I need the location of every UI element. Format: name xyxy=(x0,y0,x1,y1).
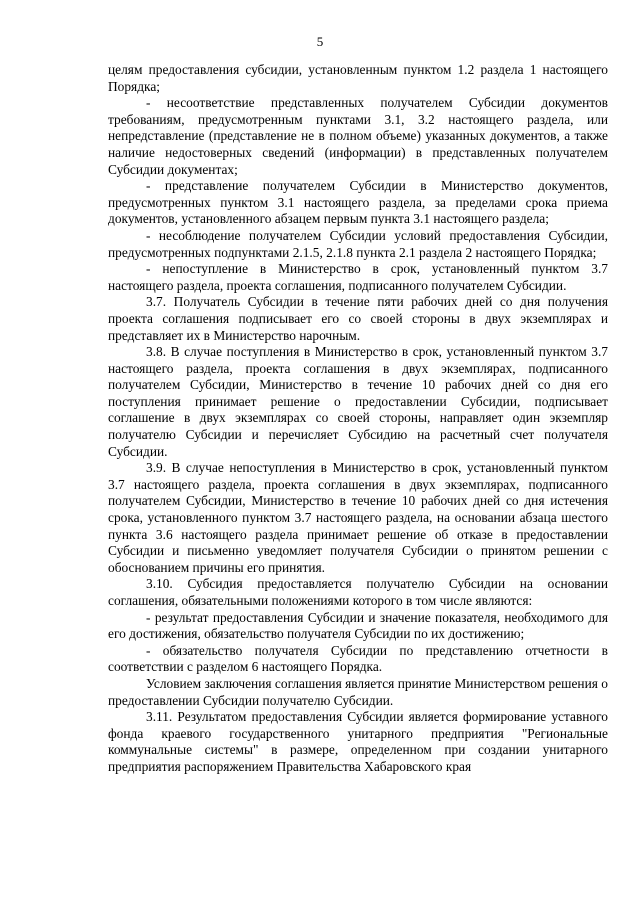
paragraph-3-11: 3.11. Результатом предоставления Субсидии является формирование уставного фонда краевого государственного унитарного предприятия "Региональные коммунальные системы" в размере, определенном при создании унитарного предприятия распоряжением Правительства Хабаровского края xyxy=(108,709,608,774)
paragraph-list-item-agreement-not-received: - непоступление в Министерство в срок, установленный пунктом 3.7 настоящего раздела, проекта соглашения, подписанного получателем Субсидии. xyxy=(108,261,608,293)
page-number: 5 xyxy=(316,34,324,49)
paragraph-list-item-documents-mismatch: - несоответствие представленных получателем Субсидии документов требованиям, предусмотренным пунктами 3.1, 3.2 настоящего раздела, или непредставление (представление не в полном объеме) указанных документов, а также наличие недостоверных сведений (информации) в представленных получателем Субсидии документах; xyxy=(108,95,608,177)
document-body xyxy=(108,62,608,776)
paragraph-list-item-result: - результат предоставления Субсидии и значение показателя, необходимого для его достижения, обязательство получателя Субсидии по их достижению; xyxy=(108,609,608,642)
paragraph-continuation: целям предоставления субсидии, установленным пунктом 1.2 раздела 1 настоящего Порядка; xyxy=(108,62,608,94)
paragraph-3-10: 3.10. Субсидия предоставляется получателю Субсидии на основании соглашения, обязательными положениями которого в том числе являются: xyxy=(108,576,608,608)
paragraph-list-item-late-submission: - представление получателем Субсидии в Министерство документов, предусмотренных пунктом 3.1 настоящего раздела, за пределами срока приема документов, установленного абзацем первым пункта 3.1 настоящего раздела; xyxy=(108,178,608,227)
paragraph-3-7: 3.7. Получатель Субсидии в течение пяти рабочих дней со дня получения проекта соглашения подписывает его со своей стороны в двух экземплярах и представляет их в Министерство нарочным. xyxy=(108,294,608,343)
paragraph-3-9: 3.9. В случае непоступления в Министерство в срок, установленный пунктом 3.7 настоящего раздела, проекта соглашения в двух экземплярах, подписанного получателем Субсидии, Министерство в течение 10 рабочих дней со дня истечения срока, установленного пунктом 3.7 настоящего раздела, на основании абзаца шестого пункта 3.6 настоящего раздела принимает решение об отказе в предоставлении Субсидии и письменно уведомляет получателя Субсидии о принятом решении с обоснованием причины его принятия. xyxy=(108,460,608,575)
paragraph-list-item-reporting: - обязательство получателя Субсидии по представлению отчетности в соответствии с разделом 6 настоящего Порядка. xyxy=(108,642,608,675)
paragraph-3-8: 3.8. В случае поступления в Министерство в срок, установленный пунктом 3.7 настоящего раздела, проекта соглашения в двух экземплярах, подписанного получателем Субсидии, Министерство в течение 10 рабочих дней со дня его поступления принимает решение о предоставлении Субсидии, подписывает соглашение в двух экземплярах со своей стороны, направляет один экземпляр получателю Субсидии и перечисляет Субсидию на расчетный счет получателя Субсидии. xyxy=(108,344,608,459)
paragraph-agreement-condition: Условием заключения соглашения является принятие Министерством решения о предоставлении Субсидии получателю Субсидии. xyxy=(108,675,608,708)
paragraph-list-item-conditions-noncompliance: - несоблюдение получателем Субсидии условий предоставления Субсидии, предусмотренных подпунктами 2.1.5, 2.1.8 пункта 2.1 раздела 2 настоящего Порядка; xyxy=(108,227,608,260)
